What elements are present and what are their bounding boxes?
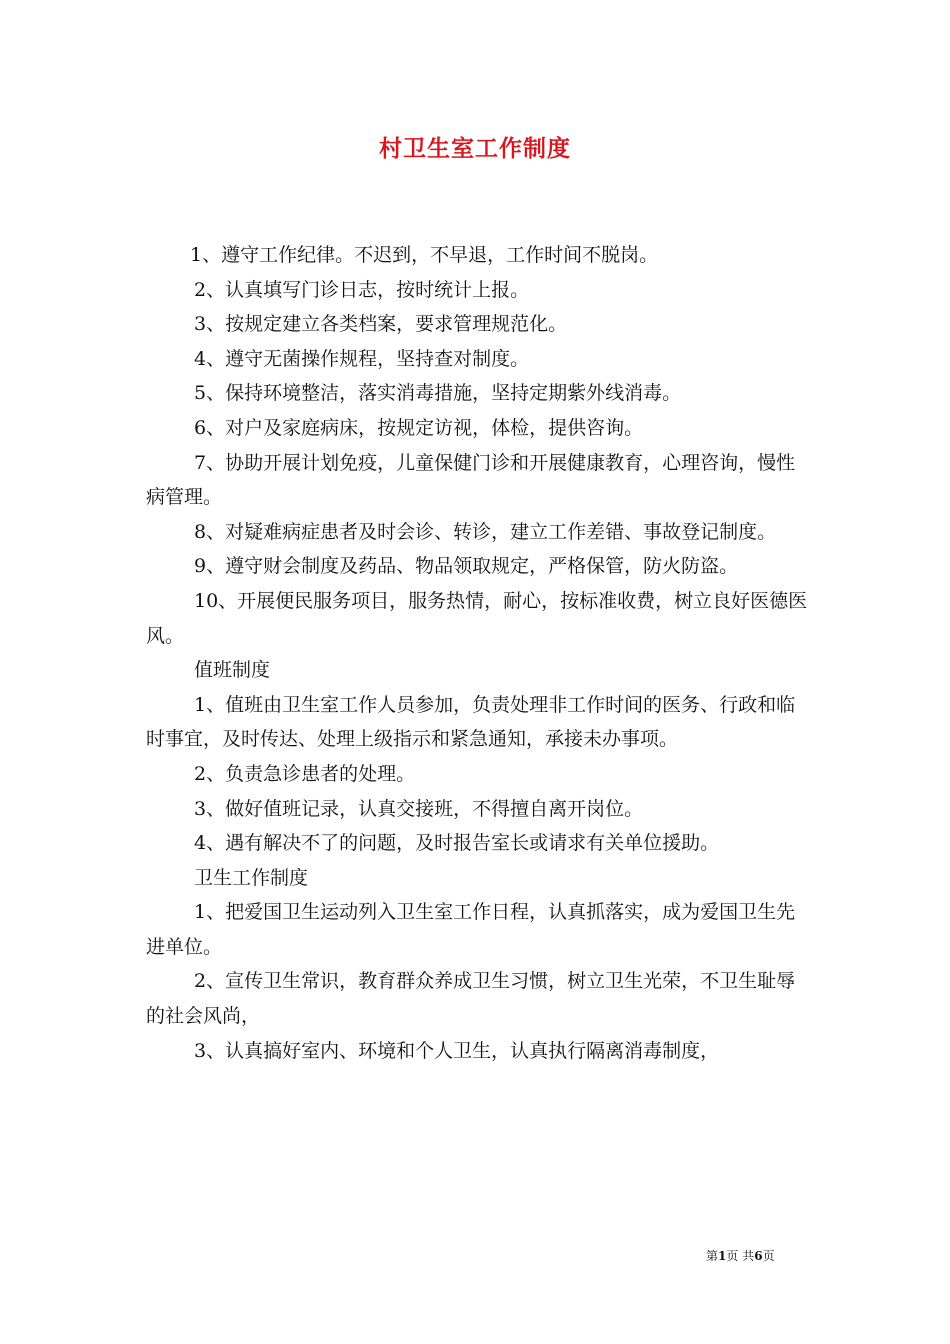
section-heading: 卫生工作制度 [194, 866, 309, 889]
paragraph: 8、对疑难病症患者及时会诊、转诊，建立工作差错、事故登记制度。 [194, 520, 777, 543]
current-page-number: 1 [718, 1249, 727, 1263]
footer-prefix: 第 [706, 1249, 719, 1263]
paragraph: 4、遇有解决不了的问题，及时报告室长或请求有关单位援助。 [194, 832, 720, 855]
total-page-count: 6 [754, 1249, 763, 1263]
paragraph: 3、做好值班记录，认真交接班，不得擅自离开岗位。 [194, 797, 644, 820]
paragraph: 3、按规定建立各类档案，要求管理规范化。 [194, 313, 568, 336]
paragraph: 4、遵守无菌操作规程，坚持查对制度。 [194, 347, 530, 370]
document-body [146, 238, 814, 1068]
section-heading: 值班制度 [194, 659, 271, 682]
paragraph: 1、遵守工作纪律。不迟到，不早退，工作时间不脱岗。 [190, 244, 659, 266]
paragraph: 9、遵守财会制度及药品、物品领取规定，严格保管，防火防盗。 [194, 555, 739, 578]
footer-suffix: 页 [762, 1249, 775, 1263]
footer-middle: 页 共 [726, 1249, 755, 1263]
page-title: 村卫生室工作制度 [379, 135, 571, 162]
paragraph: 10、开展便民服务项目，服务热情，耐心，按标准收费，树立良好医德医风。 [146, 589, 808, 647]
page-footer [706, 1247, 775, 1264]
paragraph: 1、值班由卫生室工作人员参加，负责处理非工作时间的医务、行政和临时事宜，及时传达、处理上级指示和紧急通知，承接未办事项。 [146, 693, 796, 751]
paragraph: 3、认真搞好室内、环境和个人卫生，认真执行隔离消毒制度， [194, 1039, 720, 1062]
paragraph: 2、宣传卫生常识，教育群众养成卫生习惯，树立卫生光荣，不卫生耻辱的社会风尚， [146, 970, 796, 1028]
paragraph: 1、把爱国卫生运动列入卫生室工作日程，认真抓落实，成为爱国卫生先进单位。 [146, 901, 796, 958]
paragraph: 6、对户及家庭病床，按规定访视，体检，提供咨询。 [194, 416, 644, 439]
paragraph: 7、协助开展计划免疫，儿童保健门诊和开展健康教育，心理咨询，慢性病管理。 [146, 451, 796, 509]
paragraph: 2、认真填写门诊日志，按时统计上报。 [194, 278, 530, 301]
paragraph: 2、负责急诊患者的处理。 [194, 762, 416, 785]
paragraph: 5、保持环境整洁，落实消毒措施，坚持定期紫外线消毒。 [194, 382, 682, 405]
